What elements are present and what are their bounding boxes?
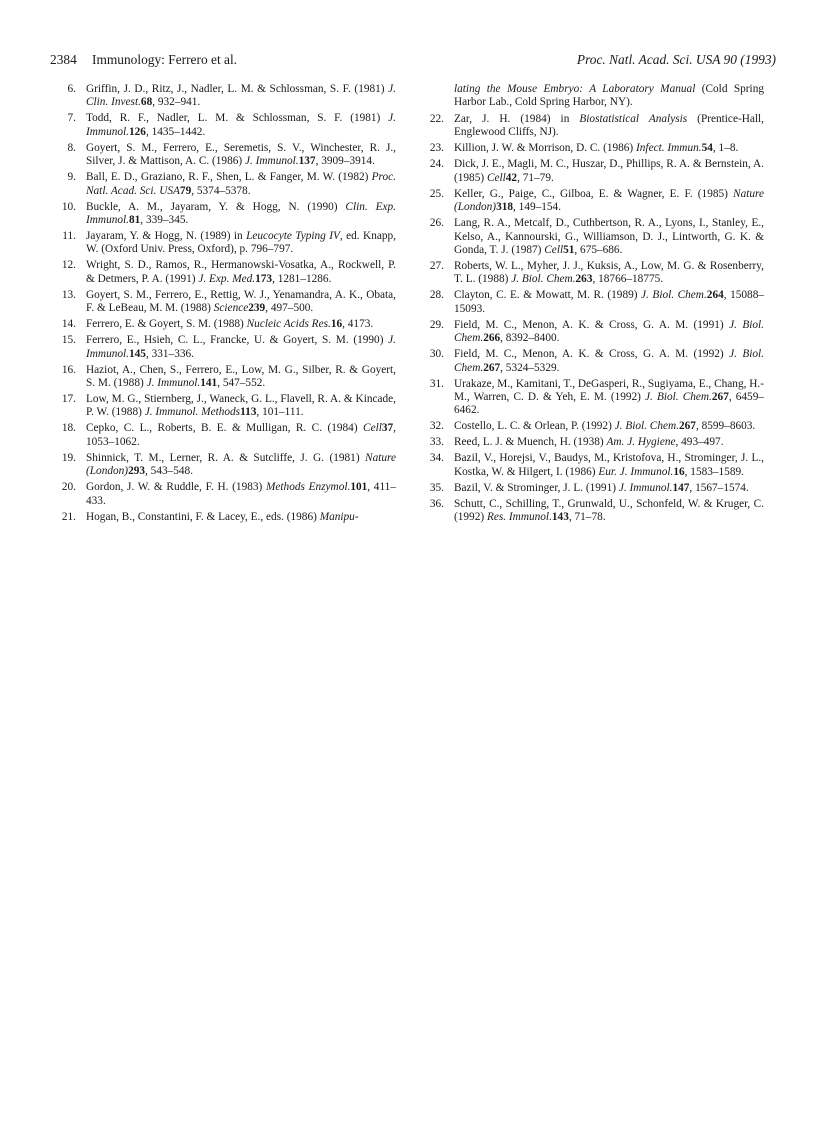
reference-entry — [422, 188, 764, 215]
reference-authors: Lang, R. A., Metcalf, D., Cuthbertson, R. A., Lyons, I., Stanley, E., Kelso, A., Kannourski, G., Williamson, D. J., Lintworth, G. K. & Gonda, T. J. (1987) — [454, 217, 764, 256]
reference-authors: Buckle, A. M., Jayaram, Y. & Hogg, N. (1990) — [86, 200, 346, 213]
reference-entry — [54, 230, 396, 257]
reference-entry — [54, 112, 396, 139]
reference-source: J. Immunol. — [244, 155, 299, 168]
reference-volume: 16 — [330, 318, 343, 331]
reference-pages: , 8392–8400. — [500, 332, 560, 345]
reference-authors: Schutt, C., Schilling, T., Grunwald, U., Schonfeld, W. & Kruger, C. (1992) — [454, 497, 764, 524]
reference-entry — [54, 481, 396, 508]
reference-number: 7. — [67, 112, 76, 125]
reference-number: 28. — [429, 289, 444, 302]
reference-number: 12. — [61, 259, 76, 272]
reference-pages: , 543–548. — [145, 465, 194, 478]
reference-source: Nature (London) — [86, 451, 396, 478]
reference-entry — [422, 113, 764, 140]
reference-entry — [422, 436, 764, 449]
references-right-column — [422, 83, 764, 527]
reference-authors: Shinnick, T. M., Lerner, R. A. & Sutcliffe, J. G. (1981) — [86, 451, 366, 464]
references-left-column — [54, 83, 396, 527]
reference-source: J. Immunol. — [86, 112, 396, 138]
reference-pages: , 932–941. — [152, 96, 201, 109]
reference-volume: 126 — [129, 125, 146, 138]
reference-number: 31. — [429, 377, 444, 390]
reference-authors: Ferrero, E. & Goyert, S. M. (1988) — [86, 318, 247, 331]
reference-source: J. Immunol. Methods — [144, 406, 241, 419]
reference-pages: , 149–154. — [513, 201, 562, 214]
reference-entry — [54, 511, 396, 524]
reference-pages: , 1583–1589. — [684, 465, 744, 478]
reference-authors: Reed, L. J. & Muench, H. (1938) — [454, 436, 607, 449]
reference-pages: , 497–500. — [265, 302, 314, 315]
reference-number: 9. — [67, 171, 76, 184]
reference-entry — [54, 393, 396, 420]
reference-pages: (Cold Spring Harbor Lab., Cold Spring Harbor, NY). — [454, 83, 764, 109]
reference-volume: 54 — [701, 142, 713, 155]
reference-source: Science — [213, 302, 249, 315]
reference-pages: , 71–78. — [568, 511, 606, 524]
reference-volume: 264 — [706, 289, 724, 302]
reference-source: Nucleic Acids Res. — [246, 318, 331, 331]
reference-pages: (Prentice-Hall, Englewood Cliffs, NJ). — [454, 112, 764, 139]
reference-pages: , 101–111. — [256, 406, 304, 419]
reference-entry — [54, 171, 396, 198]
reference-entry — [422, 289, 764, 316]
reference-number: 6. — [67, 83, 76, 95]
reference-pages: , 411–433. — [86, 481, 396, 507]
reference-source: Leucocyte Typing IV — [246, 230, 340, 243]
reference-pages: , 71–79. — [517, 171, 554, 184]
reference-authors: Haziot, A., Chen, S., Ferrero, E., Low, M. G., Silber, R. & Goyert, S. M. (1988) — [86, 363, 396, 390]
reference-authors: Clayton, C. E. & Mowatt, M. R. (1989) — [454, 289, 642, 302]
reference-source: J. Biol. Chem. — [645, 391, 712, 404]
reference-number: 20. — [61, 481, 76, 494]
reference-authors: Hogan, B., Constantini, F. & Lacey, E., eds. (1986) — [86, 510, 320, 523]
reference-number: 24. — [429, 158, 444, 171]
reference-source: Cell — [544, 243, 564, 256]
reference-volume: 81 — [129, 214, 141, 227]
reference-pages: , 4173. — [342, 318, 374, 331]
reference-entry — [422, 319, 764, 346]
reference-volume: 263 — [575, 273, 593, 286]
reference-pages: , ed. Knapp, W. (Oxford Univ. Press, Oxford), p. 796–797. — [86, 230, 396, 256]
reference-source: J. Immunol. — [86, 334, 396, 360]
reference-number: 11. — [62, 230, 76, 243]
reference-authors: Roberts, W. L., Myher, J. J., Kuksis, A., Low, M. G. & Rosenberry, T. L. (1988) — [454, 259, 764, 286]
page-header — [50, 52, 776, 70]
reference-volume: 267 — [678, 420, 696, 433]
reference-number: 36. — [429, 497, 444, 510]
reference-source: Methods Enzymol. — [265, 481, 351, 494]
reference-authors: Goyert, S. M., Ferrero, E., Seremetis, S. V., Winchester, R. J., Silver, J. & Mattison, A. C. (1986) — [86, 141, 396, 168]
reference-pages: , 3909–3914. — [315, 155, 375, 168]
reference-authors: Urakaze, M., Kamitani, T., DeGasperi, R., Sugiyama, E., Chang, H.-M., Warren, C. D. & Yeh, E. M. (1992) — [454, 377, 764, 404]
reference-source: Eur. J. Immunol. — [598, 465, 674, 478]
reference-volume: 143 — [551, 511, 569, 524]
reference-authors: Keller, G., Paige, C., Gilboa, E. & Wagner, E. F. (1985) — [454, 187, 734, 200]
reference-pages: , 675–686. — [574, 243, 623, 256]
reference-volume: 293 — [128, 465, 146, 478]
reference-source: Infect. Immun. — [636, 142, 702, 155]
reference-number: 27. — [429, 259, 444, 272]
reference-volume: 173 — [255, 272, 273, 285]
reference-number: 13. — [61, 288, 76, 301]
reference-volume: 267 — [483, 361, 501, 374]
reference-volume: 113 — [240, 406, 257, 419]
reference-authors: Field, M. C., Menon, A. K. & Cross, G. A. M. (1992) — [454, 348, 730, 361]
reference-authors: Wright, S. D., Ramos, R., Hermanowski-Vosatka, A., Rockwell, P. & Detmers, P. A. (1991) — [86, 259, 396, 285]
reference-number: 8. — [67, 141, 76, 154]
reference-source: J. Biol. Chem. — [454, 348, 764, 374]
reference-number: 25. — [429, 187, 444, 200]
reference-entry — [422, 452, 764, 479]
reference-number: 19. — [61, 451, 76, 464]
reference-pages: , 15088–15093. — [454, 289, 764, 315]
reference-source: lating the Mouse Embryo: A Laboratory Manual — [454, 83, 696, 95]
reference-entry — [54, 318, 396, 331]
reference-entry — [54, 201, 396, 228]
reference-pages: , 6459–6462. — [454, 391, 765, 417]
reference-pages: , 1281–1286. — [272, 272, 332, 285]
reference-source: Biostatistical Analysis — [579, 112, 688, 125]
reference-authors: Cepko, C. L., Roberts, B. E. & Mulligan, R. C. (1984) — [86, 422, 364, 435]
reference-pages: , 1–8. — [712, 142, 739, 155]
reference-authors: Dick, J. E., Magli, M. C., Huszar, D., Phillips, R. A. & Bernstein, A. (1985) — [454, 158, 764, 184]
reference-source: Manipu- — [319, 510, 359, 523]
reference-continuation — [422, 83, 764, 110]
reference-entry — [54, 289, 396, 316]
reference-number: 32. — [429, 420, 444, 433]
reference-pages: , 8599–8603. — [695, 420, 756, 433]
reference-number: 30. — [429, 348, 444, 361]
reference-number: 16. — [61, 363, 76, 376]
reference-volume: 79 — [179, 184, 192, 197]
reference-authors: Goyert, S. M., Ferrero, E., Rettig, W. J., Yenamandra, A. K., Obata, F. & LeBeau, M. M. (1988) — [86, 288, 396, 315]
reference-number: 29. — [429, 318, 444, 331]
reference-source: J. Biol. Chem. — [641, 289, 707, 302]
reference-source: Res. Immunol. — [486, 511, 552, 524]
reference-authors: Ball, E. D., Graziano, R. F., Shen, L. & Fanger, M. W. (1982) — [86, 171, 372, 184]
reference-authors: Zar, J. H. (1984) in — [454, 112, 580, 125]
reference-source: J. Biol. Chem. — [614, 420, 679, 433]
reference-entry — [422, 482, 764, 495]
reference-number: 23. — [429, 142, 444, 155]
reference-number: 21. — [61, 510, 76, 523]
reference-volume: 266 — [483, 332, 501, 345]
reference-pages: , 339–345. — [140, 214, 189, 227]
reference-volume: 42 — [505, 171, 518, 184]
reference-pages: , 1053–1062. — [86, 422, 396, 448]
reference-entry — [422, 217, 764, 257]
reference-volume: 141 — [200, 377, 218, 390]
reference-source: Am. J. Hygiene — [606, 436, 676, 449]
running-title: Immunology: Ferrero et al. — [92, 52, 238, 67]
reference-entry — [422, 348, 764, 375]
reference-source: Clin. Exp. Immunol. — [86, 200, 396, 227]
reference-entry — [422, 158, 764, 185]
reference-volume: 147 — [672, 481, 690, 494]
reference-pages: , 1435–1442. — [145, 125, 206, 138]
reference-authors: Low, M. G., Stiernberg, J., Waneck, G. L., Flavell, R. A. & Kincade, P. W. (1988) — [86, 393, 396, 419]
reference-pages: , 493–497. — [675, 436, 724, 449]
reference-source: J. Clin. Invest. — [86, 83, 396, 109]
reference-entry — [54, 422, 396, 449]
reference-source: J. Biol. Chem. — [511, 273, 576, 286]
reference-entry — [54, 142, 396, 169]
reference-entry — [54, 83, 396, 110]
reference-authors: Field, M. C., Menon, A. K. & Cross, G. A. M. (1991) — [454, 318, 730, 331]
reference-source: J. Immunol. — [146, 377, 201, 390]
reference-number: 14. — [61, 318, 76, 331]
reference-authors: Bazil, V. & Strominger, J. L. (1991) — [454, 481, 619, 494]
reference-number: 18. — [61, 422, 76, 435]
reference-source: J. Exp. Med. — [198, 272, 256, 285]
reference-number: 17. — [61, 393, 76, 406]
reference-source: J. Biol. Chem. — [454, 318, 764, 345]
reference-volume: 68 — [140, 96, 153, 109]
reference-volume: 137 — [298, 155, 316, 168]
reference-authors: Todd, R. F., Nadler, L. M. & Schlossman, S. F. (1981) — [86, 112, 389, 125]
reference-pages: , 5324–5329. — [500, 361, 560, 374]
reference-volume: 145 — [129, 347, 146, 360]
reference-pages: , 547–552. — [217, 377, 266, 390]
reference-authors: Jayaram, Y. & Hogg, N. (1989) in — [86, 230, 247, 243]
reference-entry — [54, 259, 396, 286]
reference-entry — [54, 452, 396, 479]
reference-number: 10. — [61, 200, 76, 213]
reference-number: 33. — [429, 436, 444, 449]
reference-authors: Killion, J. W. & Morrison, D. C. (1986) — [454, 142, 637, 155]
reference-entry — [422, 260, 764, 287]
reference-pages: , 331–336. — [145, 347, 194, 360]
page-number: 2384 — [50, 52, 77, 67]
reference-volume: 37 — [381, 422, 394, 435]
reference-number: 22. — [429, 112, 444, 125]
reference-source: J. Immunol. — [618, 481, 673, 494]
reference-source: Proc. Natl. Acad. Sci. USA — [86, 171, 396, 197]
reference-authors: Ferrero, E., Hsieh, C. L., Francke, U. & Goyert, S. M. (1990) — [86, 334, 389, 347]
reference-number: 26. — [429, 217, 444, 230]
reference-entry — [422, 142, 764, 155]
reference-entry — [54, 364, 396, 391]
reference-entry — [422, 420, 764, 433]
reference-entry — [54, 334, 396, 361]
reference-volume: 267 — [711, 391, 729, 404]
journal-citation: Proc. Natl. Acad. Sci. USA 90 (1993) — [576, 52, 776, 67]
reference-volume: 239 — [248, 302, 266, 315]
reference-number: 34. — [429, 452, 444, 465]
reference-authors: Gordon, J. W. & Ruddle, F. H. (1983) — [86, 481, 266, 494]
reference-authors: Bazil, V., Horejsi, V., Baudys, M., Kristofova, H., Strominger, J. L., Kostka, W. & Hilgert, I. (1986) — [454, 452, 764, 478]
reference-source: Cell — [486, 171, 506, 184]
reference-source: Cell — [363, 422, 382, 435]
reference-authors: Costello, L. C. & Orlean, P. (1992) — [454, 420, 615, 433]
reference-pages: , 18766–18775. — [592, 273, 664, 286]
reference-volume: 101 — [350, 481, 368, 494]
reference-number: 35. — [429, 481, 444, 494]
reference-volume: 318 — [496, 201, 514, 214]
reference-authors: Griffin, J. D., Ritz, J., Nadler, L. M. & Schlossman, S. F. (1981) — [86, 83, 389, 95]
reference-volume: 16 — [673, 465, 685, 478]
reference-entry — [422, 498, 764, 525]
reference-source: Nature (London) — [454, 187, 764, 214]
reference-entry — [422, 378, 764, 418]
reference-volume: 51 — [563, 243, 575, 256]
reference-pages: , 5374–5378. — [191, 184, 251, 197]
reference-pages: , 1567–1574. — [689, 481, 749, 494]
reference-number: 15. — [61, 334, 76, 347]
